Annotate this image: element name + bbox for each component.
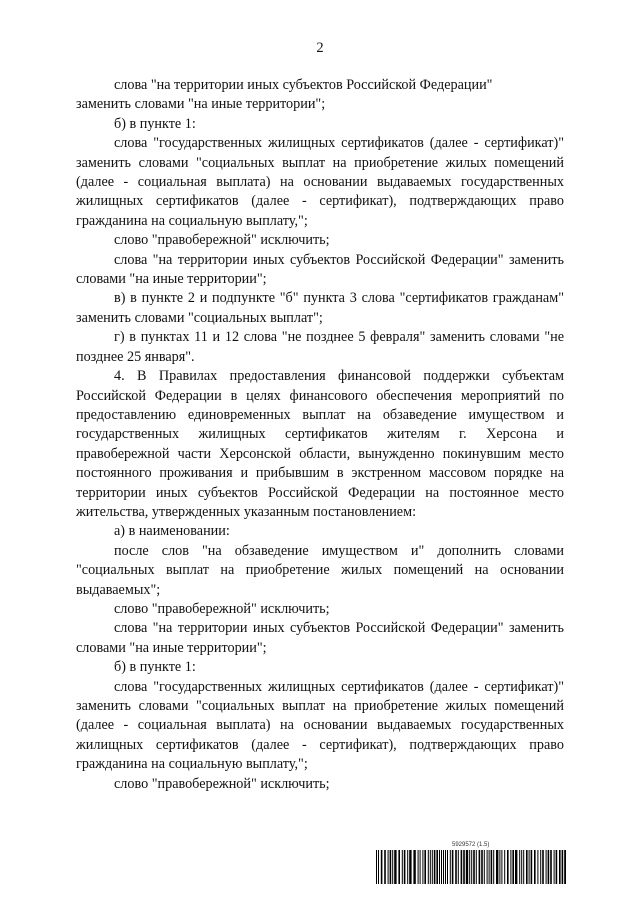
- paragraph: слова "государственных жилищных сертификатов (далее - сертификат)" заменить словами "социальных выплат на приобретение жилых помещений (далее - социальная выплата) на основании выдаваемых государственных жилищных сертификатов (далее - сертификат), подтверждающих право гражданина на социальную выплату,";: [76, 678, 564, 773]
- paragraph: слово "правобережной" исключить;: [114, 600, 330, 617]
- paragraph: г) в пунктах 11 и 12 слова "не позднее 5 февраля" заменить словами "не позднее 25 января".: [76, 329, 564, 365]
- paragraph: слова "на территории иных субъектов Российской Федерации" заменить словами "на иные территории";: [76, 251, 564, 288]
- paragraph: слова "на территории иных субъектов Российской Федерации": [114, 77, 493, 93]
- paragraph: б) в пункте 1:: [114, 659, 196, 676]
- paragraph: в) в пункте 2 и подпункте "б" пункта 3 слова "сертификатов гражданам" заменить словами "социальных выплат";: [76, 290, 564, 326]
- paragraph: слова "на территории иных субъектов Российской Федерации" заменить словами "на иные территории";: [76, 620, 564, 656]
- paragraph: 4. В Правилах предоставления финансовой поддержки субъектам Российской Федерации в целях финансового обеспечения мероприятий по предоставлению единовременных выплат на обзаведение имуществом и государственных жилищных сертификатов жителям г. Херсона и правобережной части Херсонской области, вынужденно покинувшим место постоянного проживания и прибывшим в экстренном массовом порядке на территории иных субъектов Российской Федерации на постоянное место жительства, утвержденных указанным постановлением:: [76, 368, 564, 520]
- paragraph: б) в пункте 1:: [114, 115, 196, 132]
- paragraph: после слов "на обзаведение имуществом и" дополнить словами "социальных выплат на приобретение жилых помещений на основании выдаваемых";: [76, 542, 564, 598]
- paragraph: заменить словами "на иные территории";: [76, 96, 326, 113]
- document-code: 5929572 (1.5): [452, 842, 490, 848]
- paragraph: а) в наименовании:: [114, 523, 230, 540]
- page-number: 2: [316, 40, 324, 56]
- paragraph: слово "правобережной" исключить;: [114, 232, 330, 249]
- barcode-icon: [376, 850, 566, 884]
- paragraph: слова "государственных жилищных сертификатов (далее - сертификат)" заменить словами "социальных выплат на приобретение жилых помещений (далее - социальная выплата) на основании выдаваемых государственных жилищных сертификатов (далее - сертификат), подтверждающих право гражданина на социальную выплату,";: [76, 135, 564, 229]
- paragraph: слово "правобережной" исключить;: [114, 775, 330, 792]
- document-body: [76, 76, 564, 794]
